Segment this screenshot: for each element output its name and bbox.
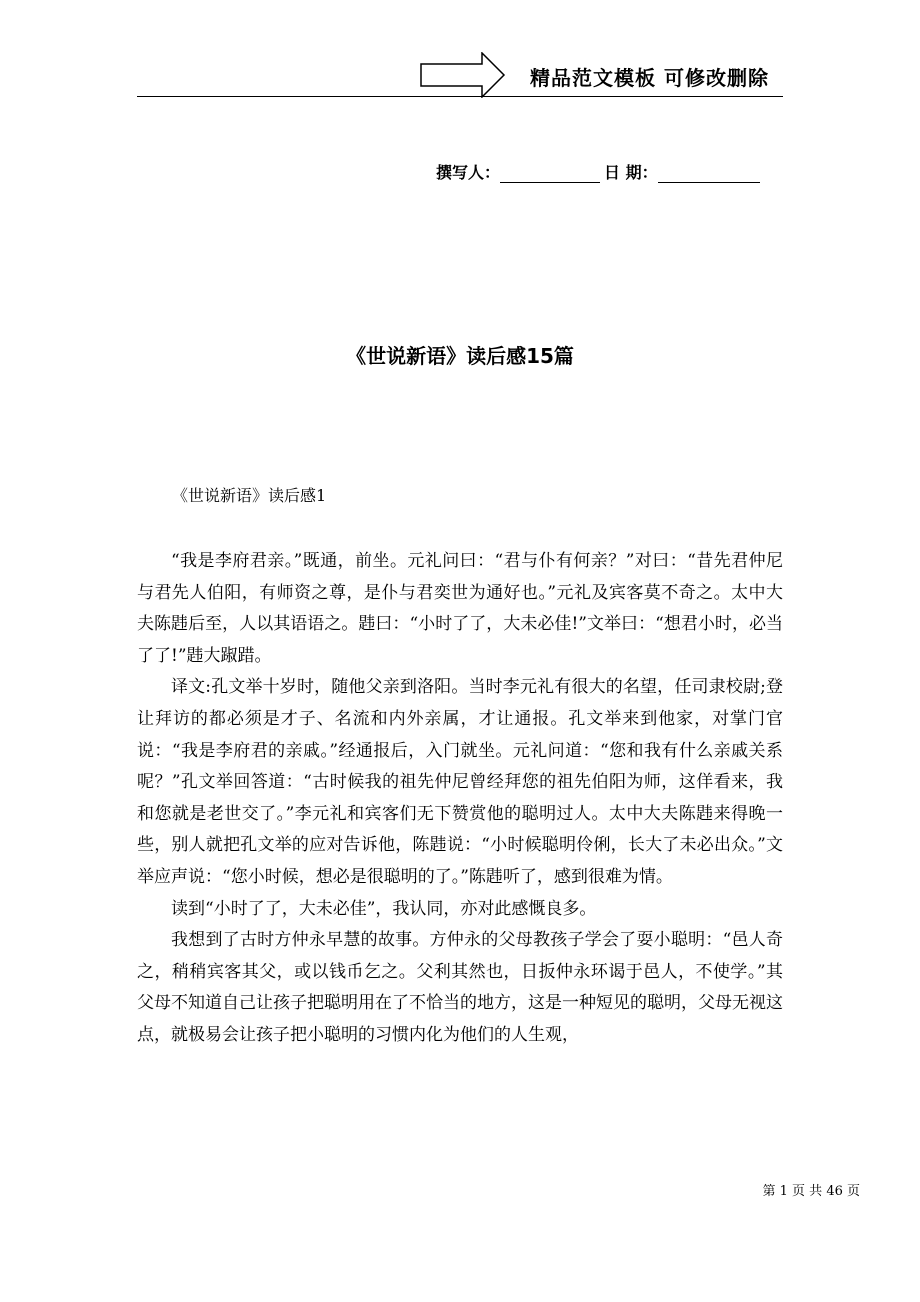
paragraph: 我想到了古时方仲永早慧的故事。方仲永的父母教孩子学会了耍小聪明：“邑人奇之，稍稍宾客其父，或以钱币乞之。父利其然也，日扳仲永环谒于邑人，不使学。”其父母不知道自己让孩子把聪明用在了不恰当的地方，这是一种短见的聪明，父母无视这点，就极易会让孩子把小聪明的习惯内化为他们的人生观， [137, 930, 783, 1045]
signature-line [436, 160, 760, 183]
author-label: 撰写人： [436, 163, 501, 182]
page-number: 第 1 页 共 46 页 [762, 1184, 860, 1199]
paragraph: 读到“小时了了，大未必佳”，我认同，亦对此感慨良多。 [171, 898, 597, 919]
header-title: 精品范文模板 可修改删除 [530, 66, 769, 90]
paragraph: 译文:孔文举十岁时，随他父亲到洛阳。当时李元礼有很大的名望，任司隶校尉;登让拜访的都必须是才子、名流和内外亲属，才让通报。孔文举来到他家，对掌门官说：“我是李府君的亲戚。”经通报后，入门就坐。元礼问道：“您和我有什么亲戚关系呢？”孔文举回答道：“古时候我的祖先仲尼曾经拜您的祖先伯阳为师，这佯看来，我和您就是老世交了。”李元礼和宾客们无下赞赏他的聪明过人。太中大夫陈韪来得晚一些，别人就把孔文举的应对告诉他，陈韪说：“小时候聪明伶俐，长大了未必出众。”文举应声说：“您小时候，想必是很聪明的了。”陈韪听了，感到很难为情。 [137, 677, 783, 887]
paragraph: “我是李府君亲。”既通，前坐。元礼问曰：“君与仆有何亲？”对曰：“昔先君仲尼与君先人伯阳，有师资之尊，是仆与君奕世为通好也。”元礼及宾客莫不奇之。太中大夫陈韪后至，人以其语语之。韪曰：“小时了了，大未必佳!”文举曰：“想君小时，必当了了!”韪大踧踖。 [137, 551, 783, 666]
arrow-right-icon [420, 52, 506, 98]
author-blank [500, 164, 600, 183]
document-title: 《世说新语》读后感15篇 [346, 344, 574, 368]
date-blank [658, 164, 760, 183]
section-heading: 《世说新语》读后感1 [172, 486, 327, 505]
date-label: 日 期： [604, 163, 658, 182]
header-divider [137, 96, 783, 97]
body-text [137, 546, 783, 1052]
